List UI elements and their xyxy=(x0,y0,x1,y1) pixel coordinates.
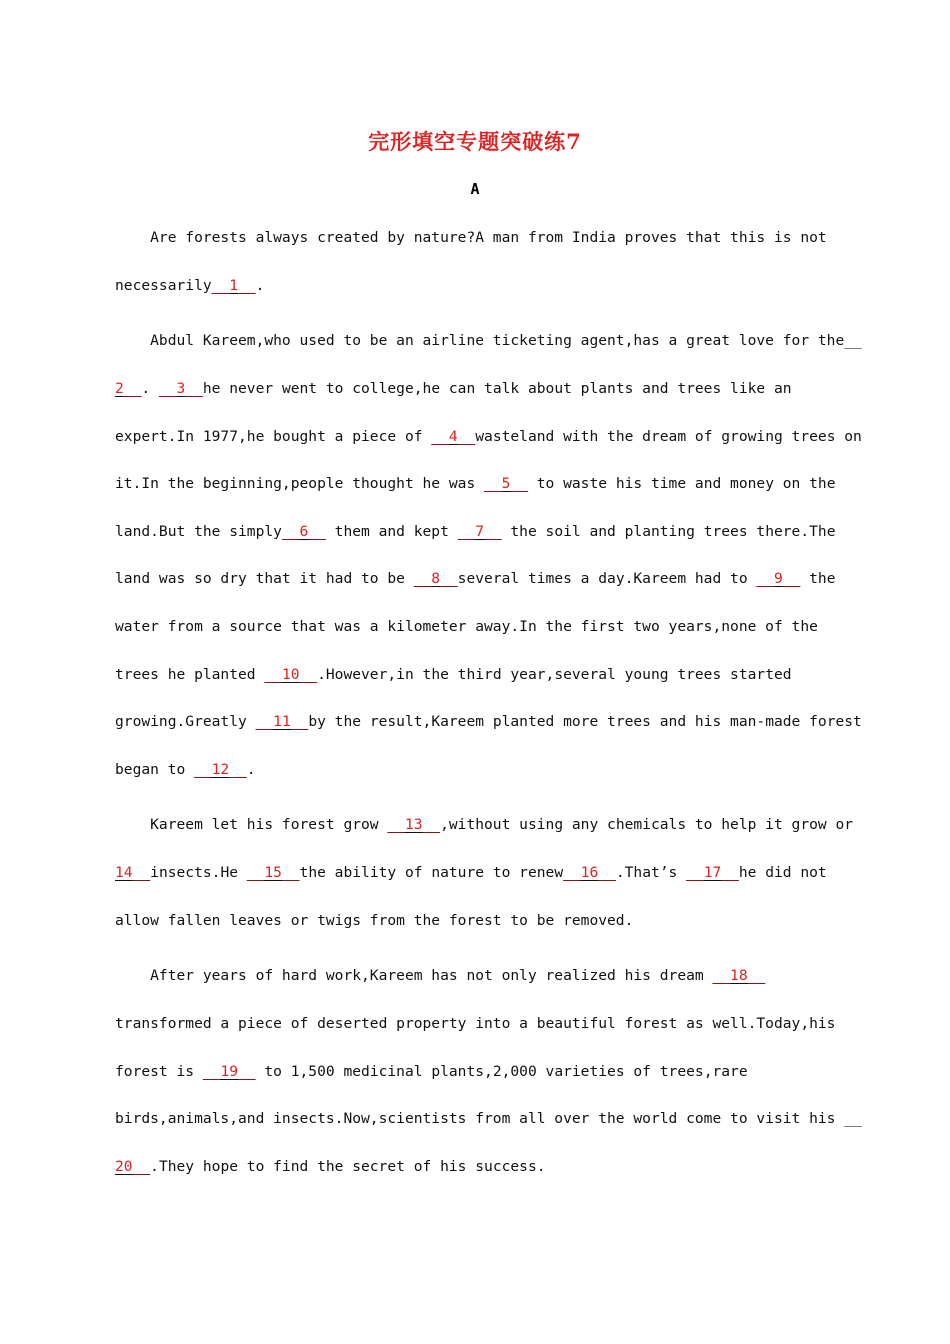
passage-line xyxy=(115,760,256,780)
answer-blank: __19__ xyxy=(202,1063,256,1080)
passage-line xyxy=(115,665,792,685)
passage-text: wasteland with the dream of growing trees on xyxy=(475,428,862,445)
passage-text: trees he planted xyxy=(115,666,265,683)
answer-blank: __10__ xyxy=(264,666,318,683)
answer-blank: __5__ xyxy=(484,475,528,492)
passage-text: .That’s xyxy=(615,864,687,881)
answer-blank: __17__ xyxy=(686,864,739,881)
passage-text: land.But the simply xyxy=(115,523,282,540)
passage-line xyxy=(115,1157,546,1177)
passage-text: necessarily xyxy=(115,277,212,294)
passage-text: by the result,Kareem planted more trees and his man-made forest xyxy=(308,713,862,730)
passage-text: to waste his time and money on the xyxy=(527,475,836,492)
passage-line xyxy=(115,863,827,883)
passage-text: to 1,500 medicinal plants,2,000 varieties of trees,rare xyxy=(255,1063,748,1080)
passage-line xyxy=(115,522,835,542)
passage-text: land was so dry that it had to be xyxy=(115,570,414,587)
answer-blank: __8__ xyxy=(413,570,458,587)
passage-text: .They hope to find the secret of his success. xyxy=(150,1158,546,1175)
passage-line xyxy=(115,1062,748,1082)
passage-line xyxy=(115,712,862,732)
answer-blank: __3__ xyxy=(158,380,203,397)
answer-blank: __13__ xyxy=(387,816,441,833)
passage-text: After years of hard work,Kareem has not only realized his dream xyxy=(115,967,713,984)
passage-line xyxy=(115,1109,862,1129)
passage-text: allow fallen leaves or twigs from the forest to be removed. xyxy=(115,912,634,929)
answer-blank: __7__ xyxy=(457,523,502,540)
passage-text: the ability of nature to renew xyxy=(299,864,564,881)
page-title: 完形填空专题突破练7 xyxy=(368,129,582,154)
passage-line xyxy=(115,1014,835,1034)
passage-text: . xyxy=(255,277,265,294)
passage-text: the xyxy=(800,570,836,587)
passage-text: insects.He xyxy=(150,864,247,881)
passage-text: forest is xyxy=(115,1063,203,1080)
passage-text: began to xyxy=(115,761,195,778)
passage-text: .However,in the third year,several young trees started xyxy=(317,666,792,683)
passage-line xyxy=(115,474,836,494)
passage-text: expert.In 1977,he bought a piece of xyxy=(115,428,432,445)
passage-text: transformed a piece of deserted property into a beautiful forest as well.Today,his xyxy=(115,1015,836,1032)
passage-line xyxy=(115,966,765,986)
answer-blank: __16__ xyxy=(563,864,616,881)
passage-text: growing.Greatly xyxy=(115,713,256,730)
passage-text: Abdul Kareem,who used to be an airline ticketing agent,has a great love for the__ xyxy=(115,332,862,349)
passage-line xyxy=(115,427,862,447)
answer-blank: __18__ xyxy=(712,967,766,984)
passage-text: it.In the beginning,people thought he was xyxy=(115,475,485,492)
passage-text: water from a source that was a kilometer away.In the first two years,none of the xyxy=(115,618,818,635)
passage-text: . xyxy=(141,380,159,397)
answer-blank: __1__ xyxy=(211,277,256,294)
passage-line xyxy=(115,617,818,637)
passage-text: . xyxy=(246,761,256,778)
section-heading: A xyxy=(470,180,480,198)
answer-blank: 20__ xyxy=(115,1158,151,1175)
answer-blank: __9__ xyxy=(756,570,801,587)
answer-blank: 2__ xyxy=(115,380,142,397)
passage-text: ,without using any chemicals to help it grow or xyxy=(440,816,854,833)
passage-text: Kareem let his forest grow xyxy=(115,816,388,833)
passage-text: Are forests always created by nature?A man from India proves that this is not xyxy=(115,229,827,246)
passage-line xyxy=(115,815,853,835)
passage-text: the soil and planting trees there.The xyxy=(501,523,836,540)
passage-line xyxy=(115,228,827,248)
passage-line xyxy=(115,276,264,296)
passage-text: he did not xyxy=(738,864,827,881)
passage-text: them and kept xyxy=(325,523,458,540)
answer-blank: 14__ xyxy=(115,864,151,881)
passage-text: several times a day.Kareem had to xyxy=(457,570,757,587)
passage-text: birds,animals,and insects.Now,scientists from all over the world come to visit his __ xyxy=(115,1110,862,1127)
answer-blank: __12__ xyxy=(194,761,247,778)
answer-blank: __4__ xyxy=(431,428,476,445)
passage-line xyxy=(115,569,836,589)
passage-text: he never went to college,he can talk about plants and trees like an xyxy=(202,380,792,397)
passage-line xyxy=(115,911,633,931)
answer-blank: __11__ xyxy=(255,713,309,730)
answer-blank: __15__ xyxy=(246,864,300,881)
passage-line xyxy=(115,379,792,399)
answer-blank: __6__ xyxy=(281,523,326,540)
passage-line xyxy=(115,331,862,351)
